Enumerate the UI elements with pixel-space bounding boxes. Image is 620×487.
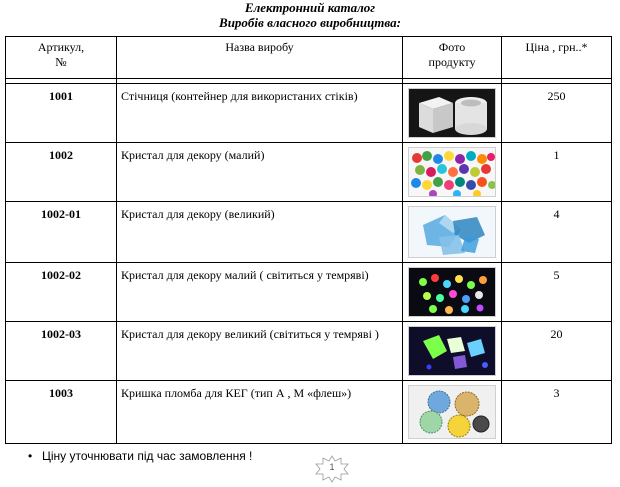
catalog-subtitle: Виробів власного виробництва: xyxy=(219,15,401,30)
keg-caps-photo xyxy=(408,385,496,439)
page-number: 1 xyxy=(329,462,335,472)
row-photo-cell xyxy=(403,84,502,143)
row-name: Стічниця (контейнер для використаних стіків) xyxy=(117,84,403,143)
column-header-name xyxy=(117,37,403,79)
row-name: Кристал для декору (великий) xyxy=(117,202,403,263)
column-header-photo-text: Фото продукту xyxy=(428,40,476,69)
row-article: 1002-02 xyxy=(6,263,117,322)
price-note xyxy=(28,449,252,463)
row-price: 3 xyxy=(502,381,612,444)
table-row xyxy=(6,143,612,202)
row-article: 1002-01 xyxy=(6,202,117,263)
table-row xyxy=(6,202,612,263)
row-article: 1003 xyxy=(6,381,117,444)
column-header-price-text: Ціна , грн..* xyxy=(525,40,588,54)
row-photo-cell xyxy=(403,143,502,202)
page-number-badge xyxy=(314,455,350,483)
large-crystals-photo xyxy=(408,206,496,258)
small-crystals-photo xyxy=(408,147,496,197)
row-name: Кристал для декору великий (світиться у темряві ) xyxy=(117,322,403,381)
row-price: 250 xyxy=(502,84,612,143)
table-row xyxy=(6,84,612,143)
row-name: Кристал для декору (малий) xyxy=(117,143,403,202)
column-header-photo xyxy=(403,37,502,79)
column-header-price xyxy=(502,37,612,79)
row-price: 1 xyxy=(502,143,612,202)
row-photo-cell xyxy=(403,381,502,444)
glowing-large-crystals-photo xyxy=(408,326,496,376)
glowing-small-crystals-photo xyxy=(408,267,496,317)
row-article: 1001 xyxy=(6,84,117,143)
row-price: 4 xyxy=(502,202,612,263)
row-photo-cell xyxy=(403,202,502,263)
row-photo-cell xyxy=(403,322,502,381)
bullet-icon: • xyxy=(28,449,33,463)
column-header-name-text: Назва виробу xyxy=(225,40,294,54)
row-name: Кришка пломба для КЕГ (тип А , М «флеш») xyxy=(117,381,403,444)
price-note-text: Ціну уточнювати під час замовлення ! xyxy=(42,449,253,463)
catalog-title: Електронний каталог xyxy=(244,0,376,15)
row-name: Кристал для декору малий ( світиться у темряві) xyxy=(117,263,403,322)
table-row xyxy=(6,322,612,381)
white-container-photo xyxy=(408,88,496,138)
column-header-article xyxy=(6,37,117,79)
catalog-table xyxy=(5,36,612,444)
row-article: 1002-03 xyxy=(6,322,117,381)
row-article: 1002 xyxy=(6,143,117,202)
table-header-row xyxy=(6,37,612,79)
table-row xyxy=(6,263,612,322)
row-price: 5 xyxy=(502,263,612,322)
row-photo-cell xyxy=(403,263,502,322)
column-header-article-text: Артикул, № xyxy=(37,40,85,69)
row-price: 20 xyxy=(502,322,612,381)
table-row xyxy=(6,381,612,444)
